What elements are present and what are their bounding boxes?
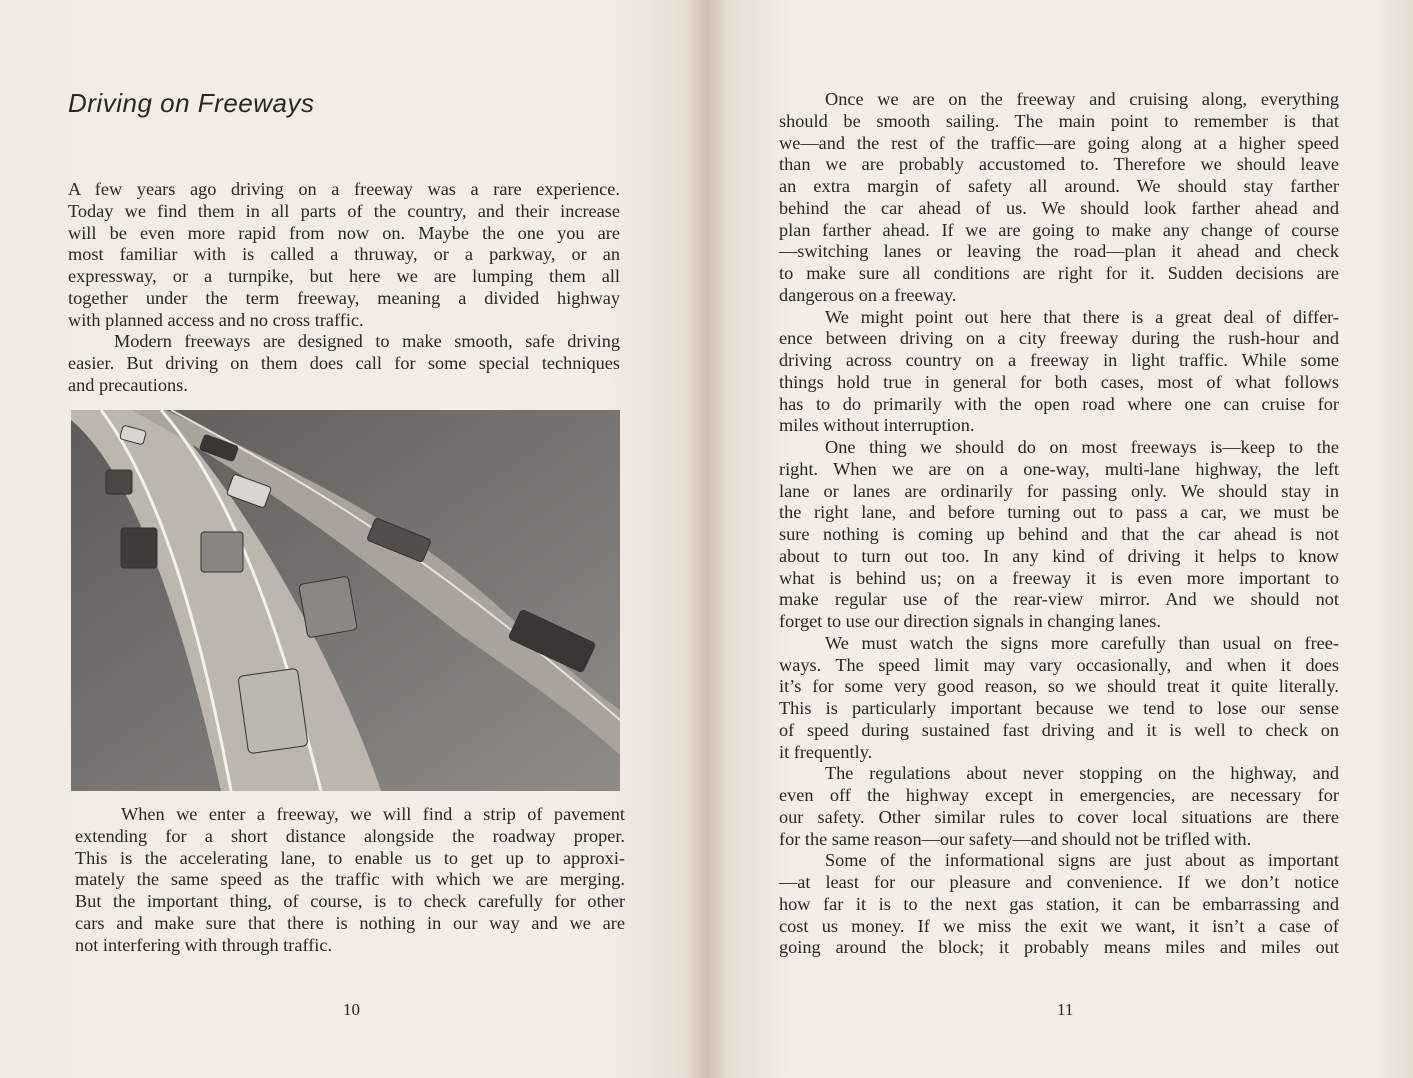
text-line: sure nothing is coming up behind and that the car ahead is not — [779, 524, 1339, 544]
text-line: We must watch the signs more carefully than usual on free- — [825, 632, 1339, 653]
text-line: going around the block; it probably means miles and miles out — [779, 937, 1339, 958]
paragraph — [779, 850, 1339, 959]
text-line: than we are probably accustomed to. Therefore we should leave — [779, 154, 1339, 175]
text-line: Modern freeways are designed to make smooth, safe driving — [114, 331, 620, 352]
text-line: together under the term freeway, meaning a divided highway — [68, 287, 620, 308]
right-page-text — [779, 89, 1339, 959]
text-line: not interfering with through traffic. — [75, 934, 333, 955]
text-line: —switching lanes or leaving the road—plan it ahead and check — [779, 241, 1339, 262]
text-line: plan farther ahead. If we are going to make any change of course — [779, 219, 1339, 240]
text-line: easier. But driving on them does call for some special techniques — [68, 353, 620, 373]
text-line: The regulations about never stopping on the highway, and — [825, 763, 1339, 784]
text-line: has to do primarily with the open road where one can cruise for — [779, 393, 1339, 414]
text-line: behind the car ahead of us. We should look farther ahead and — [779, 197, 1339, 218]
text-line: right. When we are on a one-way, multi-lane highway, the left — [779, 458, 1339, 479]
paragraph — [779, 763, 1339, 850]
text-line: it frequently. — [779, 741, 873, 762]
paragraph — [75, 804, 625, 956]
text-line: most familiar with is called a thruway, or a parkway, or an — [68, 244, 620, 265]
text-line: forget to use our direction signals in changing lanes. — [779, 611, 1161, 631]
text-line: driving across country on a freeway in light traffic. While some — [779, 350, 1339, 370]
text-line: cost us money. If we miss the exit we want, it isn’t a case of — [779, 915, 1339, 936]
freeway-photo — [71, 410, 620, 791]
text-line: miles without interruption. — [779, 415, 975, 436]
text-line: will be even more rapid from now on. Maybe the one you are — [68, 222, 620, 243]
text-line: cars and make sure that there is nothing in our way and we are — [75, 912, 625, 933]
text-line: for the same reason—our safety—and should not be trifled with. — [779, 828, 1252, 849]
text-line: —at least for our pleasure and convenience. If we don’t notice — [779, 872, 1339, 892]
text-line: to make sure all conditions are right for it. Sudden decisions are — [779, 263, 1339, 283]
text-line: how far it is to the next gas station, it can be embarrassing and — [779, 893, 1339, 914]
text-line: lane or lanes are ordinarily for passing only. We should stay in — [779, 480, 1339, 501]
text-line: expressway, or a turnpike, but here we are lumping them all — [68, 266, 620, 286]
text-line: This is the accelerating lane, to enable us to get up to approxi- — [75, 847, 625, 868]
text-line: with planned access and no cross traffic. — [68, 309, 364, 330]
paragraph — [779, 89, 1339, 307]
text-line: ways. The speed limit may vary occasionally, and when it does — [779, 654, 1339, 675]
text-line: what is behind us; on a freeway it is even more important to — [779, 567, 1339, 588]
text-line: dangerous on a freeway. — [779, 284, 957, 305]
text-line: mately the same speed as the traffic with which we are merging. — [75, 869, 625, 890]
text-line: A few years ago driving on a freeway was a rare experience. — [68, 179, 620, 199]
text-line: about to turn out too. In any kind of driving it helps to know — [779, 545, 1339, 566]
text-line: Today we find them in all parts of the country, and their increase — [68, 200, 620, 221]
paragraph — [68, 179, 620, 331]
text-line: our safety. Other similar rules to cover local situations are there — [779, 806, 1339, 827]
text-line: an extra margin of safety all around. We should stay farther — [779, 176, 1339, 196]
text-line: When we enter a freeway, we will find a strip of pavement — [121, 804, 625, 824]
text-line: Some of the informational signs are just about as important — [825, 850, 1339, 871]
page-number-left: 10 — [343, 1000, 360, 1019]
paragraph — [779, 437, 1339, 633]
left-bottom-text — [75, 804, 625, 956]
text-line: Once we are on the freeway and cruising along, everything — [825, 89, 1339, 109]
text-line: extending for a short distance alongside the roadway proper. — [75, 825, 625, 846]
left-page — [0, 0, 706, 1078]
text-line: We might point out here that there is a great deal of differ- — [825, 306, 1339, 327]
text-line: But the important thing, of course, is to check carefully for other — [75, 891, 625, 911]
paragraph — [68, 331, 620, 396]
text-line: it’s for some very good reason, so we should treat it quite literally. — [779, 676, 1339, 697]
text-line: One thing we should do on most freeways is—keep to the — [825, 437, 1339, 457]
left-top-text — [68, 179, 620, 397]
text-line: even off the highway except in emergencies, are necessary for — [779, 785, 1339, 805]
page-number-right: 11 — [1057, 1000, 1074, 1019]
text-line: we—and the rest of the traffic—are going along at a higher speed — [779, 132, 1339, 153]
text-line: and precautions. — [68, 374, 188, 395]
chapter-title: Driving on Freeways — [68, 88, 315, 118]
paragraph — [779, 307, 1339, 438]
text-line: the right lane, and before turning out to pass a car, we must be — [779, 502, 1339, 523]
text-line: should be smooth sailing. The main point to remember is that — [779, 110, 1339, 131]
text-line: make regular use of the rear-view mirror. And we should not — [779, 589, 1339, 610]
text-line: This is particularly important because we tend to lose our sense — [779, 698, 1339, 718]
text-line: ence between driving on a city freeway during the rush-hour and — [779, 328, 1339, 349]
text-line: things hold true in general for both cases, most of what follows — [779, 371, 1339, 392]
paragraph — [779, 633, 1339, 764]
text-line: of speed during sustained fast driving and it is well to check on — [779, 719, 1339, 740]
